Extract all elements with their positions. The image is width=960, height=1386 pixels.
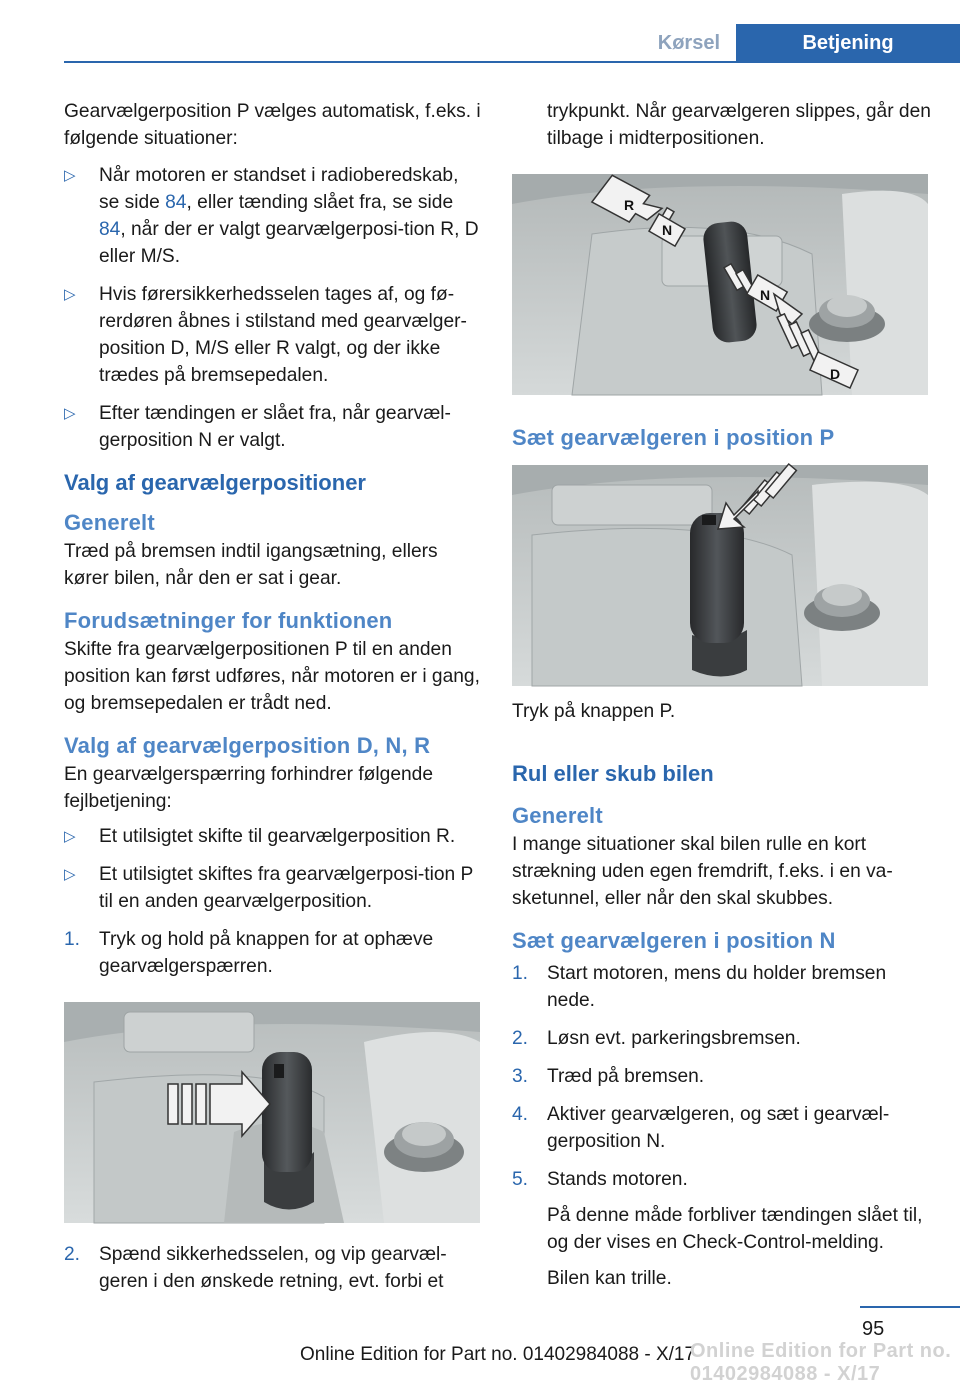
header-tabs (640, 24, 960, 62)
subheading-generelt: Generelt (64, 510, 155, 535)
triangle-bullet-icon: ▷ (64, 828, 76, 845)
page-number: 95 (862, 1318, 885, 1340)
prereq-paragraph: Skifte fra gearvælgerpositionen P til en anden position kan først udføres, når motoren er i gang, og bremsepedalen er trådt ned. (64, 639, 480, 714)
gear-selector-p-button-image (512, 465, 928, 686)
steps-list-right (512, 960, 932, 1292)
continuation-paragraph: trykpunkt. Når gearvælgeren slippes, går den tilbage i midterpositionen. (547, 101, 931, 149)
steps-list-left-2 (64, 1241, 482, 1295)
list-item: 2. Spænd sikkerhedsselen, og vip gearvæl‐geren i den ønskede retning, evt. forbi et (64, 1244, 447, 1292)
list-item: 4. Aktiver gearvælgeren, og sæt i gearvæl‐gerposition N. (512, 1104, 890, 1152)
label-n-bottom: N (760, 287, 771, 303)
step-note: På denne måde forbliver tændingen slået til, og der vises en Check-Control-melding. (547, 1205, 923, 1253)
section-heading: Valg af gearvælgerpositioner (64, 470, 366, 495)
tab-koersel: Kørsel (657, 31, 720, 54)
auto-p-list (64, 162, 482, 454)
section-heading-roll: Rul eller skub bilen (512, 761, 714, 786)
right-column (512, 98, 932, 1303)
list-item: 3. Træd på bremsen. (512, 1066, 705, 1087)
press-p-paragraph: Tryk på knappen P. (512, 701, 676, 722)
label-n-top: N (662, 222, 673, 238)
list-item: 1. Start motoren, mens du holder bremsen nede. (512, 963, 887, 1011)
header-rule (64, 61, 960, 63)
list-item: 2. Løsn evt. parkeringsbremsen. (512, 1028, 801, 1049)
list-item: ▷ Når motoren er standset i radioberedskab, se side 84, eller tænding slået fra, se side 84, når der er valgt gearvælgerposi‐tion R, D eller M/S. (64, 162, 482, 270)
footer-rule (860, 1306, 960, 1308)
triangle-bullet-icon: ▷ (64, 405, 76, 422)
edition-line: Online Edition for Part no. 01402984088 - X/17 (300, 1344, 696, 1365)
left-column (64, 98, 482, 1306)
general-right-paragraph: I mange situationer skal bilen rulle en kort strækning uden egen fremdrift, f.eks. i en va‐sketunnel, eller når den skal skubbes. (512, 834, 893, 909)
list-item: 5. Stands motoren. På denne måde forbliver tændingen slået til, og der vises en Check-Control-melding. Bilen kan trille. (512, 1166, 932, 1292)
triangle-bullet-icon: ▷ (64, 286, 76, 303)
dnr-paragraph: En gearvælgerspærring forhindrer følgende fejlbetjening: (64, 764, 434, 812)
subheading-position-p: Sæt gearvælgeren i position P (512, 425, 835, 450)
list-item: ▷ Efter tændingen er slået fra, når gearvæl‐gerposition N er valgt. (64, 400, 482, 454)
step-note: Bilen kan trille. (547, 1268, 672, 1289)
tab-betjening: Betjening (736, 24, 960, 62)
gear-shift-pattern-image (512, 174, 928, 395)
watermark: Online Edition for Part no. 01402984088 - X/17 (690, 1340, 952, 1385)
subheading-generelt-right: Generelt (512, 803, 603, 828)
subheading-prereq: Forudsætninger for funktionen (64, 608, 393, 633)
lock-list (64, 823, 482, 915)
triangle-bullet-icon: ▷ (64, 866, 76, 883)
subheading-dnr: Valg af gearvælgerposition D, N, R (64, 733, 431, 758)
label-d: D (830, 366, 841, 382)
intro-paragraph: Gearvælgerposition P vælges automatisk, f.eks. i følgende situationer: (64, 101, 481, 149)
page-link[interactable]: 84 (165, 192, 187, 213)
gear-selector-unlock-image (64, 1002, 480, 1223)
general-paragraph: Træd på bremsen indtil igangsætning, ellers kører bilen, når den er sat i gear. (64, 541, 438, 589)
triangle-bullet-icon: ▷ (64, 167, 76, 184)
page-link[interactable]: 84 (99, 219, 121, 240)
list-item: ▷ Et utilsigtet skifte til gearvælgerposition R. (64, 823, 482, 850)
steps-list-left (64, 926, 482, 980)
list-item: ▷ Hvis førersikkerhedsselen tages af, og fø‐rerdøren åbnes i stilstand med gearvælger‐position D, M/S eller R valgt, og der ikke trædes på bremsepedalen. (64, 281, 482, 389)
label-r: R (624, 197, 635, 213)
list-item: 1. Tryk og hold på knappen for at ophæve gearvælgerspærren. (64, 929, 434, 977)
list-item: ▷ Et utilsigtet skiftes fra gearvælgerposi‐tion P til en anden gearvælgerposition. (64, 861, 482, 915)
subheading-position-n: Sæt gearvælgeren i position N (512, 928, 836, 953)
